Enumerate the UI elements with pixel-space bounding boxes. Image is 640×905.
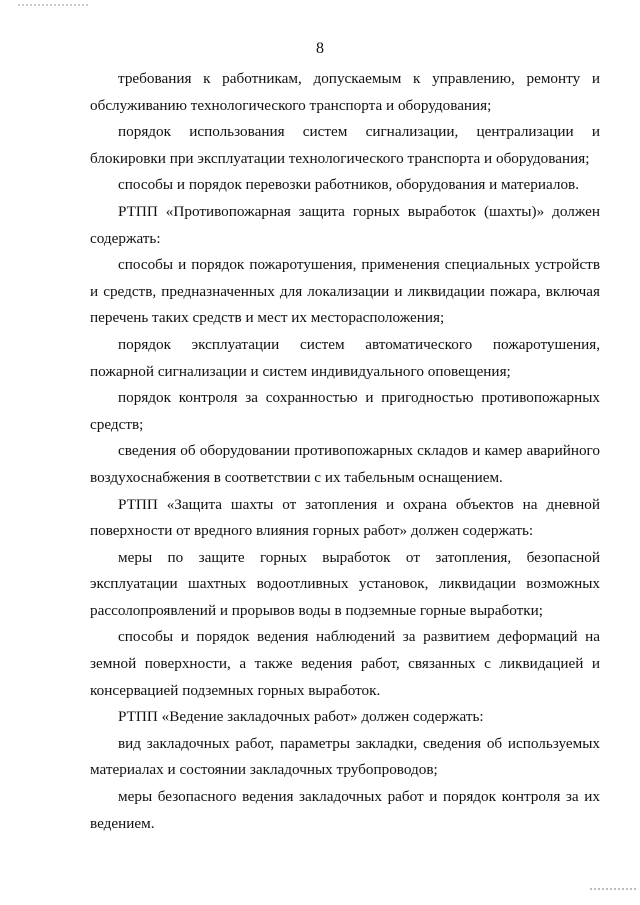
paragraph-signaling-systems: порядок использования систем сигнализации, централизации и блокировки при эксплуатации технологического транспорта и оборудования; xyxy=(90,123,600,167)
paragraph-flood-measures: меры по защите горных выработок от затопления, безопасной эксплуатации шахтных водоотливных установок, ликвидации возможных рассолопроявлений и прорывов воды в подземные горные выработки; xyxy=(90,548,600,619)
paragraph-deformation-observation: способы и порядок ведения наблюдений за развитием деформаций на земной поверхности, а также ведения работ, связанных с ликвидацией и консервацией подземных горных выработок. xyxy=(90,628,600,699)
paragraph-backfill-types: вид закладочных работ, параметры закладки, сведения об используемых материалах и состоянии закладочных трубопроводов; xyxy=(90,734,600,779)
paragraph-backfill-safety: меры безопасного ведения закладочных работ и порядок контроля за их ведением. xyxy=(90,788,600,832)
scan-artifact-top xyxy=(18,4,88,8)
paragraph-fire-means-control: порядок контроля за сохранностью и пригодностью противопожарных средств; xyxy=(90,389,600,433)
paragraph-fire-warehouses: сведения об оборудовании противопожарных складов и камер аварийного воздухоснабжения в соответствии с их табельным оснащением. xyxy=(90,442,600,486)
paragraph-fire-protection-heading: РТПП «Противопожарная защита горных выработок (шахты)» должен содержать: xyxy=(90,202,600,247)
page-number: 8 xyxy=(316,40,324,57)
document-body xyxy=(90,66,600,837)
scan-artifact-bottom xyxy=(590,888,636,892)
paragraph-transport-methods: способы и порядок перевозки работников, оборудования и материалов. xyxy=(118,176,580,194)
paragraph-fire-extinguishing: способы и порядок пожаротушения, применения специальных устройств и средств, предназначенных для локализации и ликвидации пожара, включая перечень таких средств и мест их месторасположения; xyxy=(90,256,600,327)
paragraph-personnel-requirements: требования к работникам, допускаемым к управлению, ремонту и обслуживанию технологического транспорта и оборудования; xyxy=(90,70,600,114)
paragraph-backfill-heading: РТПП «Ведение закладочных работ» должен содержать: xyxy=(118,708,484,726)
paragraph-flood-protection-heading: РТПП «Защита шахты от затопления и охрана объектов на дневной поверхности от вредного влияния горных работ» должен содержать: xyxy=(90,495,600,540)
paragraph-auto-extinguishing: порядок эксплуатации систем автоматического пожаротушения, пожарной сигнализации и систем индивидуального оповещения; xyxy=(90,335,600,380)
